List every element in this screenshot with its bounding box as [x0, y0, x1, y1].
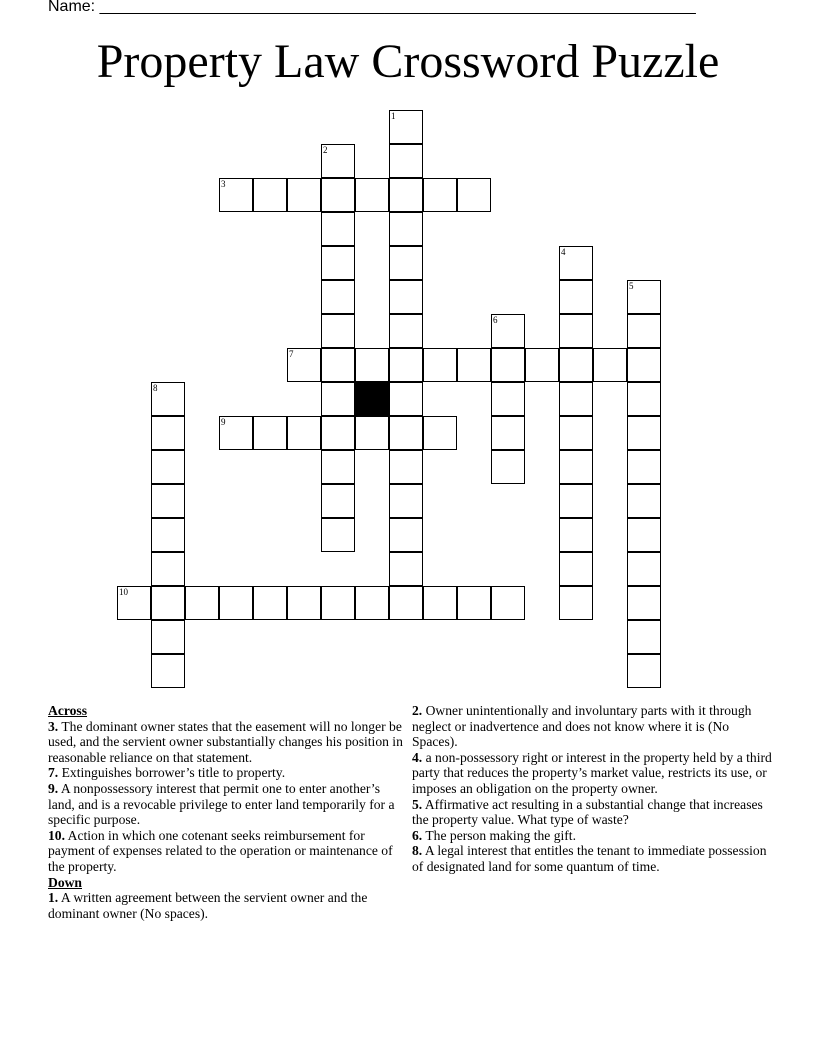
grid-cell[interactable]: [151, 620, 185, 654]
grid-cell[interactable]: [321, 586, 355, 620]
grid-cell[interactable]: [491, 348, 525, 382]
grid-cell[interactable]: [389, 586, 423, 620]
grid-cell[interactable]: [321, 246, 355, 280]
grid-cell[interactable]: [627, 280, 661, 314]
grid-cell[interactable]: [321, 518, 355, 552]
grid-cell[interactable]: [559, 246, 593, 280]
grid-cell[interactable]: [457, 348, 491, 382]
grid-cell[interactable]: [627, 416, 661, 450]
grid-block: [355, 382, 389, 416]
clue-down-4: 4. a non-possessory right or interest in the property held by a third party that reduces the property’s market value, restricts its use, or imposes an obligation on the property owner.: [412, 749, 772, 796]
clue-across-7: 7. Extinguishes borrower’s title to property.: [48, 765, 286, 781]
grid-cell[interactable]: [491, 416, 525, 450]
grid-cell[interactable]: [627, 450, 661, 484]
across-heading: Across: [48, 703, 88, 718]
grid-cell[interactable]: [151, 586, 185, 620]
grid-cell[interactable]: [491, 314, 525, 348]
clue-across-3: 3. The dominant owner states that the easement will no longer be used, and the servient owner substantially changes his position in reasonable reliance on that statement.: [48, 718, 403, 765]
grid-cell[interactable]: [559, 484, 593, 518]
clue-down-8: 8. A legal interest that entitles the tenant to immediate possession of designated land for some quantum of time.: [412, 843, 767, 874]
grid-cell[interactable]: [321, 382, 355, 416]
grid-cell[interactable]: [151, 518, 185, 552]
grid-cell[interactable]: [321, 348, 355, 382]
grid-cell[interactable]: [321, 280, 355, 314]
clue-down-2: 2. Owner unintentionally and involuntary parts with it through neglect or inadvertence and does not know where it is (No Spaces).: [412, 703, 752, 750]
grid-cell[interactable]: [423, 586, 457, 620]
grid-cell[interactable]: [559, 586, 593, 620]
grid-cell[interactable]: [321, 178, 355, 212]
grid-cell[interactable]: [151, 450, 185, 484]
grid-cell[interactable]: [389, 348, 423, 382]
grid-cell[interactable]: [355, 586, 389, 620]
grid-cell[interactable]: [491, 382, 525, 416]
grid-cell[interactable]: [321, 416, 355, 450]
clues-right-column: [412, 703, 772, 875]
grid-cell[interactable]: [253, 178, 287, 212]
grid-cell[interactable]: [389, 416, 423, 450]
grid-cell-number: 2: [323, 145, 328, 155]
grid-cell-number: 10: [119, 587, 128, 597]
grid-cell-number: 6: [493, 315, 498, 325]
grid-cell[interactable]: [151, 382, 185, 416]
grid-cell[interactable]: [355, 416, 389, 450]
grid-cell[interactable]: [389, 212, 423, 246]
grid-cell[interactable]: [321, 450, 355, 484]
page-title: Property Law Crossword Puzzle: [96, 35, 720, 88]
clues-left-column: [48, 703, 408, 921]
grid-cell[interactable]: [287, 178, 321, 212]
grid-cell[interactable]: [151, 552, 185, 586]
grid-cell[interactable]: [253, 416, 287, 450]
grid-cell-number: 8: [153, 383, 158, 393]
grid-cell[interactable]: [627, 586, 661, 620]
grid-cell[interactable]: [593, 348, 627, 382]
grid-cell[interactable]: [627, 348, 661, 382]
grid-cell[interactable]: [253, 586, 287, 620]
grid-cell[interactable]: [355, 178, 389, 212]
grid-cell[interactable]: [423, 416, 457, 450]
grid-cell[interactable]: [627, 382, 661, 416]
clue-across-9: 9. A nonpossessory interest that permit one to enter another’s land, and is a revocable privilege to enter land temporarily for a specific purpose.: [48, 780, 395, 828]
grid-cell-number: 5: [629, 281, 634, 291]
grid-cell[interactable]: [389, 382, 423, 416]
grid-cell[interactable]: [491, 450, 525, 484]
name-field-label: Name: ___________________________________________________________________: [48, 0, 696, 15]
down-heading: Down: [48, 874, 82, 890]
grid-cell[interactable]: [151, 484, 185, 518]
grid-cell[interactable]: [423, 178, 457, 212]
grid-cell[interactable]: [321, 144, 355, 178]
grid-cell[interactable]: [389, 484, 423, 518]
grid-cell[interactable]: [627, 518, 661, 552]
grid-cell[interactable]: [627, 552, 661, 586]
grid-cell[interactable]: [219, 178, 253, 212]
grid-cell[interactable]: [287, 416, 321, 450]
grid-cell[interactable]: [389, 314, 423, 348]
grid-cell[interactable]: [423, 348, 457, 382]
grid-cell[interactable]: [491, 586, 525, 620]
grid-cell[interactable]: [185, 586, 219, 620]
grid-cell[interactable]: [151, 416, 185, 450]
grid-cell[interactable]: [559, 382, 593, 416]
grid-cell[interactable]: [457, 178, 491, 212]
grid-cell[interactable]: [321, 484, 355, 518]
grid-cell[interactable]: [389, 178, 423, 212]
grid-cell[interactable]: [321, 212, 355, 246]
grid-cell[interactable]: [627, 654, 661, 688]
clue-down-1: 1. A written agreement between the servient owner and the dominant owner (No spaces).: [48, 890, 368, 921]
grid-cell[interactable]: [457, 586, 491, 620]
grid-cell[interactable]: [389, 552, 423, 586]
grid-cell[interactable]: [525, 348, 559, 382]
grid-cell[interactable]: [559, 450, 593, 484]
grid-cell-number: 1: [391, 111, 396, 121]
grid-cell[interactable]: [355, 348, 389, 382]
grid-cell[interactable]: [151, 654, 185, 688]
clue-down-5: 5. Affirmative act resulting in a substantial change that increases the property value. What type of waste?: [412, 796, 763, 828]
grid-cell[interactable]: [627, 314, 661, 348]
grid-cell[interactable]: [389, 518, 423, 552]
grid-cell[interactable]: [389, 246, 423, 280]
grid-cell-number: 3: [221, 179, 226, 189]
grid-cell-number: 4: [561, 247, 566, 257]
grid-cell[interactable]: [559, 518, 593, 552]
grid-cell[interactable]: [559, 552, 593, 586]
grid-cell-number: 9: [221, 417, 226, 427]
grid-cell[interactable]: [287, 348, 321, 382]
grid-cell[interactable]: [389, 110, 423, 144]
grid-cell[interactable]: [389, 280, 423, 314]
grid-cell[interactable]: [559, 416, 593, 450]
grid-cell[interactable]: [287, 586, 321, 620]
grid-cell[interactable]: [219, 416, 253, 450]
grid-cell[interactable]: [219, 586, 253, 620]
grid-cell[interactable]: [559, 348, 593, 382]
grid-cell[interactable]: [559, 314, 593, 348]
grid-cell[interactable]: [627, 484, 661, 518]
grid-cell[interactable]: [321, 314, 355, 348]
grid-cell[interactable]: [559, 280, 593, 314]
grid-cell[interactable]: [389, 144, 423, 178]
grid-cell[interactable]: [117, 586, 151, 620]
clue-down-6: 6. The person making the gift.: [412, 827, 576, 843]
clue-across-10: 10. Action in which one cotenant seeks reimbursement for payment of expenses related to the operation or maintenance of the property.: [48, 827, 393, 874]
grid-cell[interactable]: [389, 450, 423, 484]
grid-cell-number: 7: [289, 349, 294, 359]
grid-cell[interactable]: [627, 620, 661, 654]
